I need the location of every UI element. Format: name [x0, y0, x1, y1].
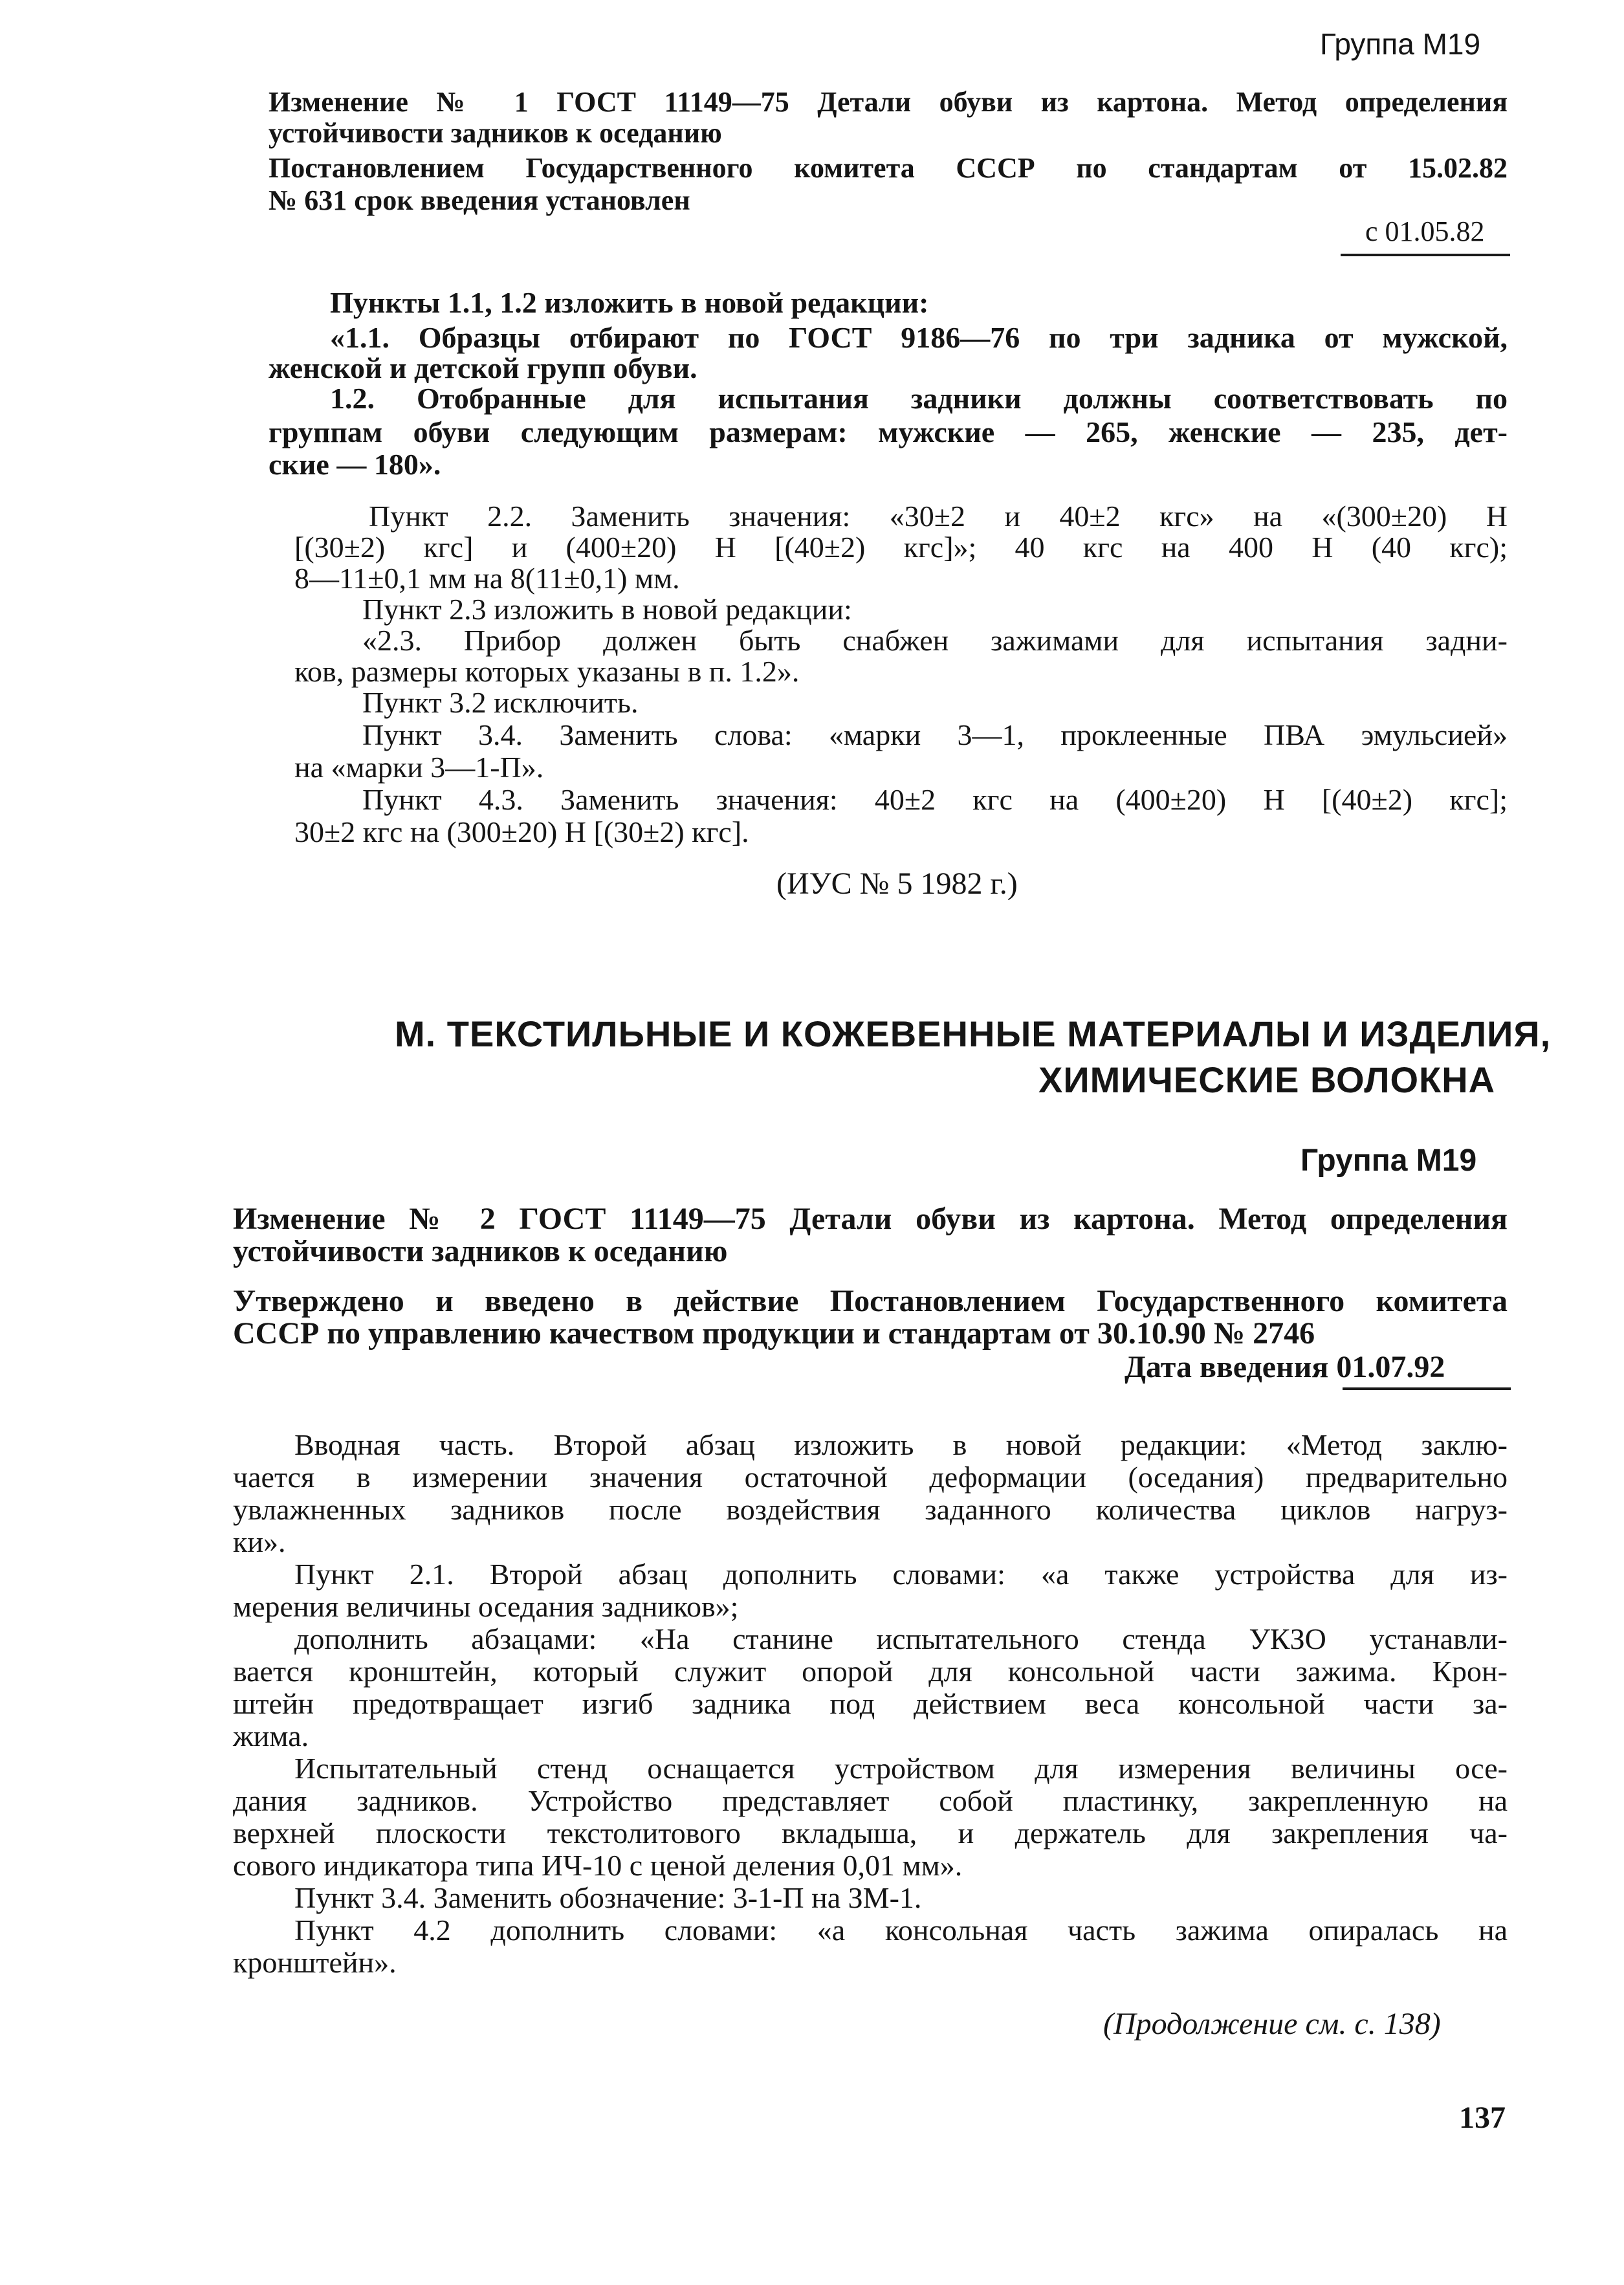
group-label-top: Группа М19	[1320, 27, 1481, 61]
page-number: 137	[1459, 2101, 1506, 2135]
body-line: «1.1. Образцы отбирают по ГОСТ 9186—76 по три задника от мужской,	[330, 321, 1508, 354]
continuation-note: (Продолжение см. с. 138)	[1103, 2007, 1441, 2041]
body-line: Пункт 3.4. Заменить слова: «марки 3—1, проклеенные ПВА эмульсией»	[362, 718, 1508, 751]
body-line: Пункт 2.3 изложить в новой редакции:	[362, 593, 852, 626]
heading-line: Изменение № 1 ГОСТ 11149—75 Детали обуви из картона. Метод определения	[269, 86, 1508, 118]
introduction-date: Дата введения 01.07.92	[1125, 1350, 1445, 1384]
body-line: группам обуви следующим размерам: мужские — 265, женские — 235, дет-	[269, 415, 1508, 448]
heading-line: Постановлением Государственного комитета СССР по стандартам от 15.02.82	[269, 152, 1508, 184]
body-line: Пункт 4.3. Заменить значения: 40±2 кгс на (400±20) Н [(40±2) кгс];	[362, 783, 1508, 816]
body-line: Испытательный стенд оснащается устройством для измерения величины осе-	[294, 1752, 1508, 1785]
group-label-second: Группа М19	[1300, 1143, 1477, 1178]
body-line: Пункт 2.2. Заменить значения: «30±2 и 40±2 кгс» на «(300±20) Н	[369, 500, 1508, 533]
body-line: Пункт 2.1. Второй абзац дополнить словами: «а также устройства для из-	[294, 1558, 1508, 1591]
body-line: сового индикатора типа ИЧ-10 с ценой деления 0,01 мм».	[233, 1849, 963, 1882]
body-line: Пункт 3.2 исключить.	[362, 686, 639, 719]
body-line: Пункты 1.1, 1.2 изложить в новой редакции:	[330, 286, 929, 319]
body-line: вается кронштейн, который служит опорой для консольной части зажима. Крон-	[233, 1655, 1508, 1688]
source-note: (ИУС № 5 1982 г.)	[776, 867, 1018, 901]
approval-line: СССР по управлению качеством продукции и стандартам от 30.10.90 № 2746	[233, 1316, 1315, 1351]
body-line: увлажненных задников после воздействия заданного количества циклов нагруз-	[233, 1493, 1508, 1526]
date-underline	[1343, 1387, 1511, 1390]
body-line: ские — 180».	[269, 448, 441, 481]
effective-date: с 01.05.82	[1365, 215, 1485, 247]
body-line: 1.2. Отобранные для испытания задники должны соответствовать по	[330, 382, 1508, 415]
approval-line: Утверждено и введено в действие Постановлением Государственного комитета	[233, 1284, 1508, 1318]
body-line: 30±2 кгс на (300±20) Н [(30±2) кгс].	[294, 815, 749, 848]
body-line: ки».	[233, 1525, 286, 1558]
body-line: 8—11±0,1 мм на 8(11±0,1) мм.	[294, 562, 680, 595]
body-line: чается в измерении значения остаточной деформации (оседания) предварительно	[233, 1461, 1508, 1494]
body-line: [(30±2) кгс] и (400±20) Н [(40±2) кгс]»; 40 кгс на 400 Н (40 кгс);	[294, 531, 1508, 564]
body-line: «2.3. Прибор должен быть снабжен зажимами для испытания задни-	[362, 624, 1508, 657]
heading-line: № 631 срок введения установлен	[269, 184, 690, 216]
section-title-line: ХИМИЧЕСКИЕ ВОЛОКНА	[1038, 1059, 1496, 1100]
date-underline	[1341, 254, 1510, 256]
heading-line: устойчивости задников к оседанию	[233, 1234, 728, 1268]
body-line: ков, размеры которых указаны в п. 1.2».	[294, 655, 800, 688]
heading-line: устойчивости задников к оседанию	[269, 117, 722, 149]
body-line: Пункт 4.2 дополнить словами: «а консольная часть зажима опиралась на	[294, 1914, 1508, 1947]
heading-line: Изменение № 2 ГОСТ 11149—75 Детали обуви из картона. Метод определения	[233, 1202, 1508, 1236]
body-line: дания задников. Устройство представляет собой пластинку, закрепленную на	[233, 1784, 1508, 1817]
body-line: мерения величины оседания задников»;	[233, 1590, 739, 1623]
body-line: дополнить абзацами: «На станине испытательного стенда УКЗО устанавли-	[294, 1622, 1508, 1655]
section-title-line: М. ТЕКСТИЛЬНЫЕ И КОЖЕВЕННЫЕ МАТЕРИАЛЫ И ИЗДЕЛИЯ,	[395, 1013, 1552, 1054]
body-line: на «марки 3—1-П».	[294, 751, 544, 784]
body-line: кронштейн».	[233, 1946, 397, 1979]
body-line: жима.	[233, 1719, 309, 1752]
body-line: женской и детской групп обуви.	[269, 351, 697, 384]
body-line: Пункт 3.4. Заменить обозначение: 3-1-П на ЗМ-1.	[294, 1881, 922, 1914]
body-line: Вводная часть. Второй абзац изложить в новой редакции: «Метод заклю-	[294, 1428, 1508, 1461]
body-line: штейн предотвращает изгиб задника под действием веса консольной части за-	[233, 1687, 1508, 1720]
body-line: верхней плоскости текстолитового вкладыша, и держатель для закрепления ча-	[233, 1816, 1508, 1849]
